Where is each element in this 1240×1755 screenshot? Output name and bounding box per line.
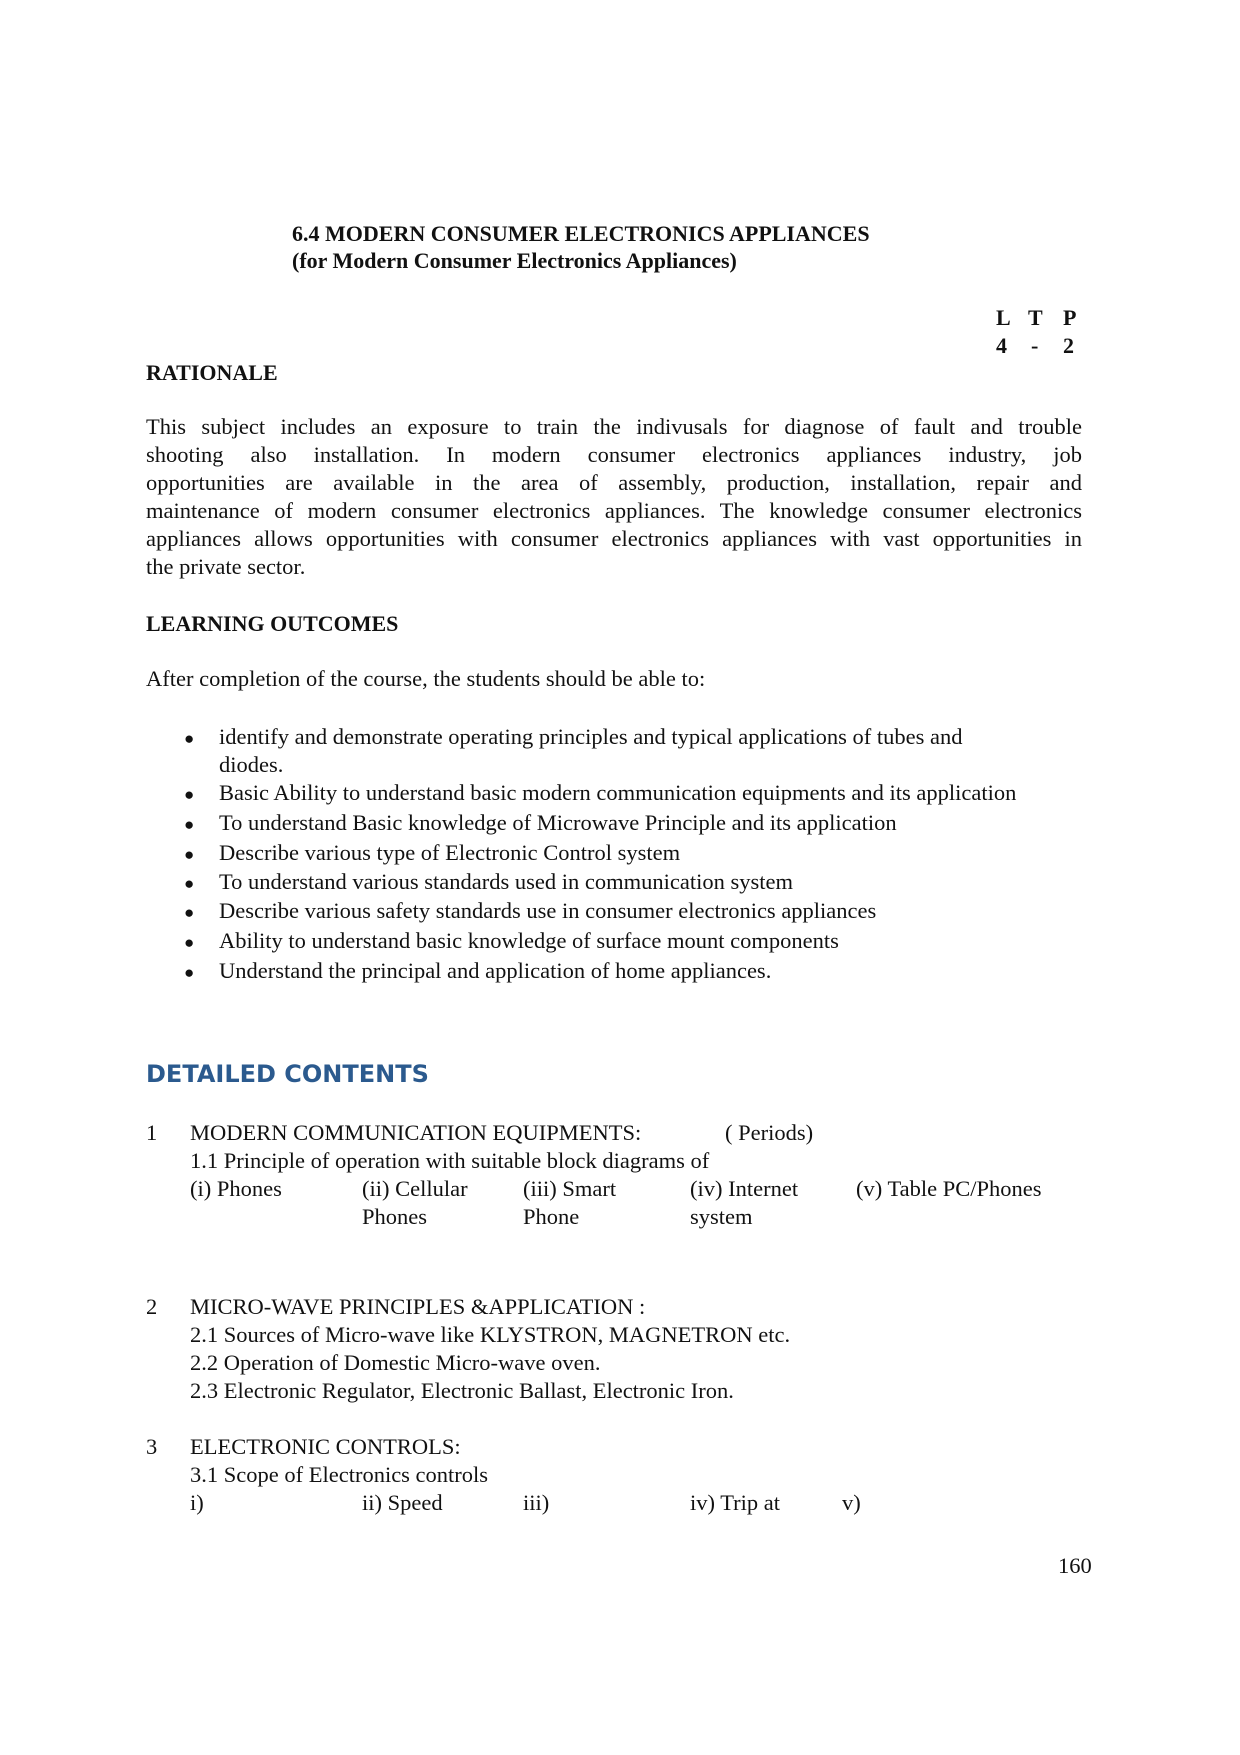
option-col: (ii) Cellular bbox=[362, 1176, 468, 1201]
detailed-contents-heading: DETAILED CONTENTS bbox=[146, 1060, 429, 1088]
list-item-text: diodes. bbox=[219, 752, 284, 777]
option-col: iii) bbox=[523, 1490, 550, 1515]
option-col: (iv) Internet bbox=[690, 1176, 799, 1201]
subsection: 2.2 Operation of Domestic Micro-wave oven. bbox=[190, 1350, 601, 1375]
option-col-cont: Phone bbox=[523, 1204, 580, 1229]
ltp-value-l: 4 bbox=[996, 333, 1007, 358]
ltp-label-l: L bbox=[996, 305, 1011, 330]
ltp-value-t: - bbox=[1031, 333, 1039, 358]
option-col: v) bbox=[842, 1490, 861, 1515]
ltp-label-p: P bbox=[1063, 305, 1077, 330]
section-title: MODERN COMMUNICATION EQUIPMENTS: bbox=[190, 1120, 642, 1145]
section-title: ELECTRONIC CONTROLS: bbox=[190, 1434, 461, 1459]
rationale-line: the private sector. bbox=[146, 554, 306, 579]
ltp-label-t: T bbox=[1028, 305, 1043, 330]
rationale-line: opportunities are available in the area of assembly, production, installation, repair and bbox=[146, 470, 1082, 495]
list-item-text: To understand Basic knowledge of Microwave Principle and its application bbox=[219, 810, 897, 835]
list-item-text: Describe various safety standards use in consumer electronics appliances bbox=[219, 898, 877, 923]
option-col: (iii) Smart bbox=[523, 1176, 617, 1201]
option-col: iv) Trip at bbox=[690, 1490, 781, 1515]
rationale-line: This subject includes an exposure to train the indivusals for diagnose of fault and trouble bbox=[146, 414, 1082, 439]
bullet-icon: ● bbox=[184, 874, 195, 893]
subsection: 2.1 Sources of Micro-wave like KLYSTRON, MAGNETRON etc. bbox=[190, 1322, 791, 1347]
section-subtitle: (for Modern Consumer Electronics Appliances) bbox=[292, 248, 737, 273]
section-title: MICRO-WAVE PRINCIPLES &APPLICATION : bbox=[190, 1294, 646, 1319]
section-title: 6.4 MODERN CONSUMER ELECTRONICS APPLIANCES bbox=[292, 221, 870, 246]
rationale-line: shooting also installation. In modern consumer electronics appliances industry, job bbox=[146, 442, 1082, 467]
bullet-icon: ● bbox=[184, 933, 195, 952]
rationale-line: maintenance of modern consumer electronics appliances. The knowledge consumer electronics bbox=[146, 498, 1082, 523]
option-col: (v) Table PC/Phones bbox=[856, 1176, 1042, 1201]
bullet-icon: ● bbox=[184, 815, 195, 834]
section-periods: ( Periods) bbox=[725, 1120, 814, 1145]
section-number: 1 bbox=[146, 1120, 158, 1145]
subsection: 3.1 Scope of Electronics controls bbox=[190, 1462, 489, 1487]
option-col: ii) Speed bbox=[362, 1490, 443, 1515]
section-number: 3 bbox=[146, 1434, 158, 1459]
page-number: 160 bbox=[1058, 1553, 1092, 1578]
rationale-heading: RATIONALE bbox=[146, 360, 278, 385]
list-item-text: Basic Ability to understand basic modern communication equipments and its application bbox=[219, 780, 1017, 805]
rationale-line: appliances allows opportunities with consumer electronics appliances with vast opportunities in bbox=[146, 526, 1082, 551]
option-col: (i) Phones bbox=[190, 1176, 282, 1201]
bullet-icon: ● bbox=[184, 903, 195, 922]
bullet-icon: ● bbox=[184, 729, 195, 748]
list-item-text: Understand the principal and application of home appliances. bbox=[219, 958, 772, 983]
bullet-icon: ● bbox=[184, 845, 195, 864]
outcomes-heading: LEARNING OUTCOMES bbox=[146, 611, 399, 636]
bullet-icon: ● bbox=[184, 963, 195, 982]
bullet-icon: ● bbox=[184, 785, 195, 804]
option-col-cont: Phones bbox=[362, 1204, 428, 1229]
subsection: 2.3 Electronic Regulator, Electronic Ballast, Electronic Iron. bbox=[190, 1378, 734, 1403]
list-item-text: Describe various type of Electronic Control system bbox=[219, 840, 681, 865]
list-item-text: Ability to understand basic knowledge of surface mount components bbox=[219, 928, 839, 953]
list-item-text: To understand various standards used in communication system bbox=[219, 869, 793, 894]
outcomes-intro: After completion of the course, the students should be able to: bbox=[146, 666, 706, 691]
subsection: 1.1 Principle of operation with suitable block diagrams of bbox=[190, 1148, 710, 1173]
option-col-cont: system bbox=[690, 1204, 753, 1229]
option-col: i) bbox=[190, 1490, 204, 1515]
ltp-value-p: 2 bbox=[1063, 333, 1074, 358]
section-number: 2 bbox=[146, 1294, 158, 1319]
list-item-text: identify and demonstrate operating principles and typical applications of tubes and bbox=[219, 724, 963, 749]
